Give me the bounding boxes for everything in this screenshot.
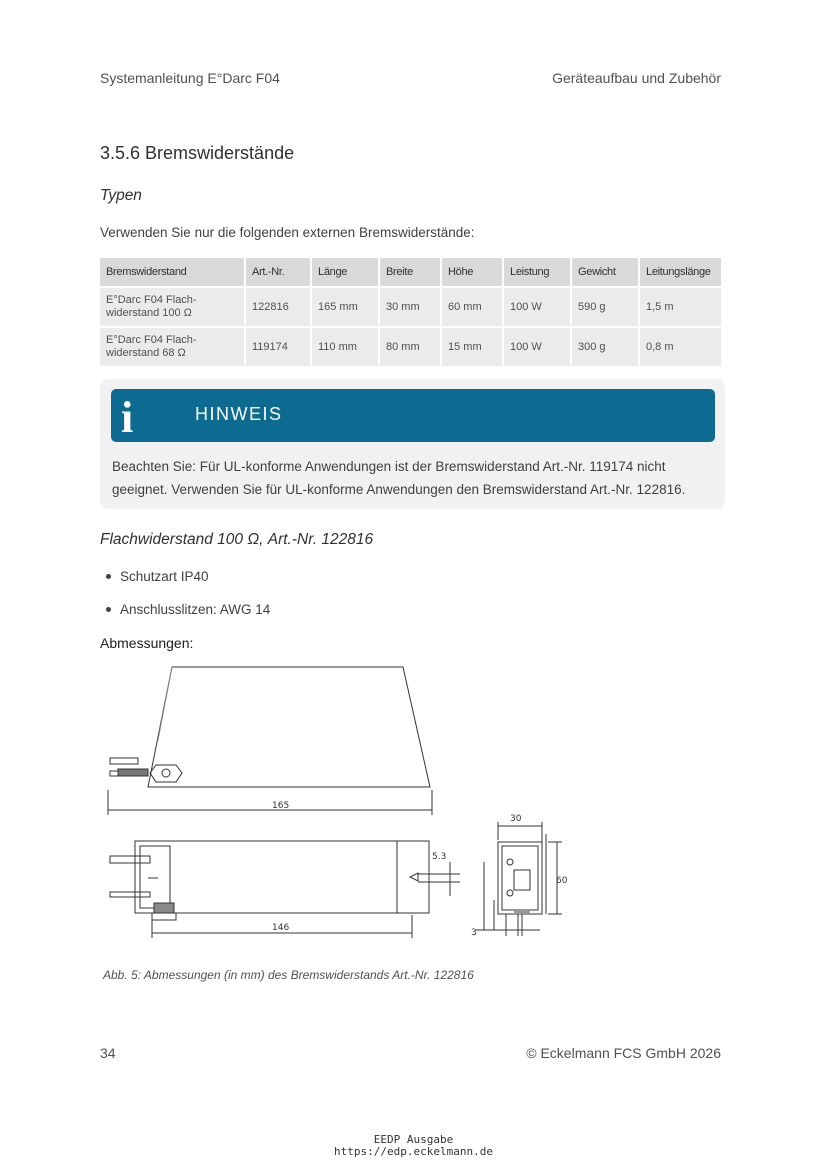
notice-text: Beachten Sie: Für UL-konforme Anwendungen ist der Bremswiderstand Art.-Nr. 119174 nicht geeignet. Verwenden Sie für UL-konforme Anwendungen den Bremswiderstand Art.-Nr. 122816. bbox=[112, 459, 686, 497]
page-number: 34 bbox=[100, 1045, 116, 1061]
dim-label-30: 30 bbox=[510, 814, 522, 824]
lead-wire bbox=[110, 758, 138, 764]
table-cell: 15 mm bbox=[442, 328, 502, 366]
notice-title: HINWEIS bbox=[195, 404, 283, 424]
types-intro: Verwenden Sie nur die folgenden externen Bremswiderstände: bbox=[100, 225, 475, 240]
resistor-end-view bbox=[498, 842, 542, 914]
table-cell: 122816 bbox=[246, 288, 310, 326]
dim-label-3: 3 bbox=[471, 928, 477, 938]
dim-label-60: 60 bbox=[556, 876, 568, 886]
table-cell: 80 mm bbox=[380, 328, 440, 366]
table-cell: 100 W bbox=[504, 288, 570, 326]
table-cell: E°Darc F04 Flach- widerstand 100 Ω bbox=[100, 288, 244, 326]
print-stamp-line2: https://edp.eckelmann.de bbox=[334, 1145, 493, 1158]
table-cell: 30 mm bbox=[380, 288, 440, 326]
info-icon: i bbox=[121, 393, 134, 442]
resistor-side-view bbox=[135, 841, 429, 913]
table-cell: 100 W bbox=[504, 328, 570, 366]
table-header-cell: Bremswiderstand bbox=[100, 258, 244, 286]
list-item-text: Anschlusslitzen: AWG 14 bbox=[120, 602, 271, 617]
table-header-cell: Leitungslänge bbox=[640, 258, 721, 286]
table-cell: 1,5 m bbox=[640, 288, 721, 326]
table-cell: 590 g bbox=[572, 288, 638, 326]
table-header-cell: Höhe bbox=[442, 258, 502, 286]
dim-label-146: 146 bbox=[272, 923, 290, 933]
header-document-title: Systemanleitung E°Darc F04 bbox=[100, 70, 280, 86]
figure-caption: Abb. 5: Abmessungen (in mm) des Bremswiderstands Art.-Nr. 122816 bbox=[103, 968, 474, 982]
table-header-cell: Breite bbox=[380, 258, 440, 286]
copyright: © Eckelmann FCS GmbH 2026 bbox=[526, 1045, 721, 1061]
flat-resistor-heading: Flachwiderstand 100 Ω, Art.-Nr. 122816 bbox=[100, 531, 374, 548]
dimensions-label: Abmessungen: bbox=[100, 635, 194, 651]
table-header-cell: Gewicht bbox=[572, 258, 638, 286]
lead-wire bbox=[110, 856, 150, 863]
table-cell: 60 mm bbox=[442, 288, 502, 326]
table-header-cell: Art.-Nr. bbox=[246, 258, 310, 286]
dim-label-165: 165 bbox=[272, 801, 290, 811]
section-title: 3.5.6 Bremswiderstände bbox=[100, 143, 295, 163]
table-cell: 110 mm bbox=[312, 328, 378, 366]
table-header-cell: Länge bbox=[312, 258, 378, 286]
resistor-top-view bbox=[148, 667, 430, 787]
terminal-block bbox=[514, 870, 530, 890]
types-heading: Typen bbox=[100, 187, 142, 204]
table-cell: 300 g bbox=[572, 328, 638, 366]
list-item-text: Schutzart IP40 bbox=[120, 569, 209, 584]
terminal-nut bbox=[154, 903, 174, 913]
table-cell: 165 mm bbox=[312, 288, 378, 326]
table-header-cell: Leistung bbox=[504, 258, 570, 286]
terminal-nut bbox=[150, 765, 182, 782]
table-cell: 119174 bbox=[246, 328, 310, 366]
print-stamp-line1: EEDP Ausgabe bbox=[373, 1133, 454, 1146]
table-cell: 0,8 m bbox=[640, 328, 721, 366]
table-cell: E°Darc F04 Flach- widerstand 68 Ω bbox=[100, 328, 244, 366]
header-chapter-title: Geräteaufbau und Zubehör bbox=[552, 70, 721, 86]
dim-label-5-3: 5.3 bbox=[432, 852, 447, 862]
